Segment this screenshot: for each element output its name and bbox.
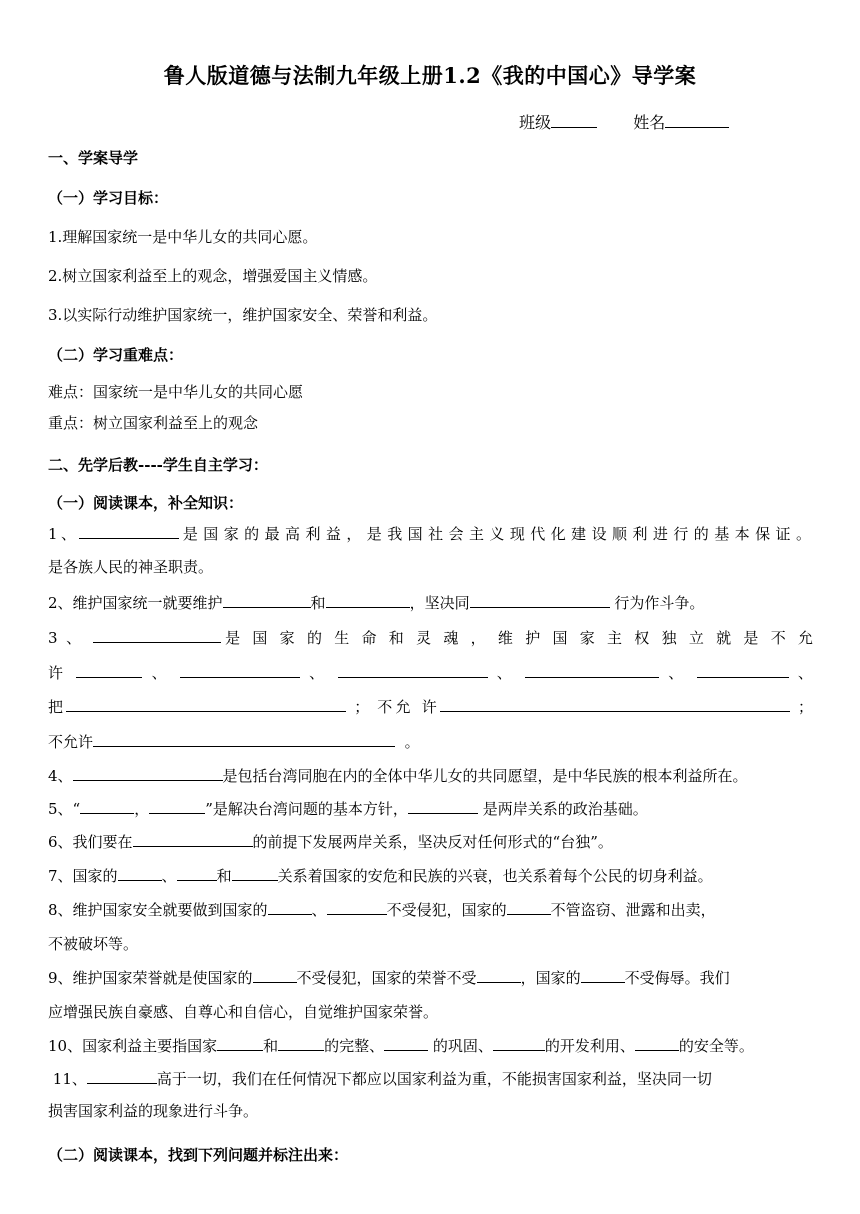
difficulty-text: 难点：国家统一是中华儿女的共同心愿	[48, 383, 304, 401]
fill-blank[interactable]	[408, 799, 478, 814]
section1-heading: 一、学案导学	[48, 149, 139, 167]
q3-sep: 、	[309, 664, 329, 682]
q7-text: 、	[161, 867, 177, 885]
q9-prefix: 9、维护国家荣誉就是使国家的	[48, 969, 253, 987]
q11-text: 高于一切，我们在任何情况下都应以国家利益为重，不能损害国家利益，坚决同一切	[156, 1070, 712, 1088]
q3-sep: 、	[668, 664, 688, 682]
q8-text: 不管盗窃、泄露和出卖，	[550, 901, 716, 919]
question-3-end	[48, 732, 813, 752]
sub2-heading: （二）阅读课本，找到下列问题并标注出来：	[48, 1146, 349, 1164]
fill-blank[interactable]	[93, 628, 221, 643]
key-heading: （二）学习重难点：	[48, 346, 184, 364]
q5-text: ，	[134, 800, 150, 818]
fill-blank[interactable]	[180, 663, 300, 678]
fill-blank[interactable]	[493, 1036, 545, 1051]
fill-blank[interactable]	[93, 732, 395, 747]
fill-blank[interactable]	[440, 697, 790, 712]
q3-prefix: 3 、	[48, 629, 85, 647]
q5-text: 是两岸关系的政治基础。	[482, 800, 648, 818]
q3-text: 是 国 家 的 生 命 和 灵 魂 ， 维 护 国 家 主 权 独 立 就 是 不 允	[221, 629, 813, 647]
fill-blank[interactable]	[278, 1036, 324, 1051]
fill-blank[interactable]	[87, 1069, 157, 1084]
question-7	[48, 866, 813, 886]
fill-blank[interactable]	[133, 832, 253, 847]
section2-heading: 二、先学后教----学生自主学习：	[48, 456, 268, 474]
question-6	[48, 832, 813, 852]
fill-blank[interactable]	[66, 697, 346, 712]
q3-sep: 、	[496, 664, 517, 682]
fill-blank[interactable]	[384, 1036, 428, 1051]
sub1-heading: （一）阅读课本，补全知识：	[48, 494, 244, 512]
fill-blank[interactable]	[338, 663, 488, 678]
name-label: 姓名	[633, 113, 666, 132]
q1-prefix: 1、	[48, 525, 80, 543]
q3-text: ；	[797, 698, 813, 716]
q7-text: 和	[216, 867, 232, 885]
q11-prefix: 11、	[52, 1070, 87, 1088]
question-11	[48, 1069, 813, 1089]
q3-text: ； 不允 许	[354, 698, 440, 716]
q3-text: 许	[48, 664, 68, 682]
q10-text: 的完整、	[324, 1037, 385, 1055]
fill-blank[interactable]	[149, 799, 205, 814]
question-8-cont: 不被破坏等。	[48, 935, 139, 953]
question-5	[48, 799, 813, 819]
q2-text: 和	[310, 594, 326, 612]
q2-text: 行为作斗争。	[614, 594, 705, 612]
q10-text: 的安全等。	[678, 1037, 754, 1055]
question-10	[48, 1036, 813, 1056]
question-1-cont: 是各族人民的神圣职责。	[48, 558, 214, 576]
q9-text: 不受侵犯，国家的荣誉不受	[296, 969, 477, 987]
fill-blank[interactable]	[80, 799, 134, 814]
fill-blank[interactable]	[177, 866, 217, 881]
fill-blank[interactable]	[253, 968, 297, 983]
q3-sep: 、	[797, 664, 813, 682]
question-3	[48, 628, 813, 648]
q3-text: 把	[48, 698, 67, 716]
fill-blank[interactable]	[477, 968, 521, 983]
page-title: 鲁人版道德与法制九年级上册1.2《我的中国心》导学案	[163, 63, 697, 88]
q8-text: 不受侵犯，国家的	[386, 901, 507, 919]
class-name-fields	[519, 110, 729, 133]
question-1	[48, 524, 813, 544]
question-9-cont: 应增强民族自豪感、自尊心和自信心，自觉维护国家荣誉。	[48, 1003, 439, 1021]
fill-blank[interactable]	[232, 866, 278, 881]
q9-text: ，国家的	[520, 969, 581, 987]
question-9	[48, 968, 813, 988]
q3-sep: 、	[151, 664, 171, 682]
q2-prefix: 2、维护国家统一就要维护	[48, 594, 223, 612]
fill-blank[interactable]	[635, 1036, 679, 1051]
fill-blank[interactable]	[79, 524, 179, 539]
q10-text: 和	[263, 1037, 279, 1055]
fill-blank[interactable]	[73, 766, 223, 781]
goals-heading: （一）学习目标：	[48, 189, 169, 207]
class-blank[interactable]	[551, 113, 597, 128]
q8-text: 、	[311, 901, 327, 919]
fill-blank[interactable]	[697, 663, 789, 678]
q6-prefix: 6、我们要在	[48, 833, 133, 851]
goal-item: 2.树立国家利益至上的观念，增强爱国主义情感。	[48, 267, 378, 285]
q10-prefix: 10、国家利益主要指国家	[48, 1037, 218, 1055]
q4-text: 是包括台湾同胞在内的全体中华儿女的共同愿望，是中华民族的根本利益所在。	[222, 767, 748, 785]
q7-text: 关系着国家的安危和民族的兴衰，也关系着每个公民的切身利益。	[277, 867, 713, 885]
key-point-text: 重点：树立国家利益至上的观念	[48, 414, 259, 432]
class-label: 班级	[519, 113, 552, 132]
goal-item: 3.以实际行动维护国家统一，维护国家安全、荣誉和利益。	[48, 306, 438, 324]
fill-blank[interactable]	[525, 663, 659, 678]
fill-blank[interactable]	[327, 900, 387, 915]
fill-blank[interactable]	[268, 900, 312, 915]
q2-text: ，坚决同	[409, 594, 470, 612]
q5-prefix: 5、“	[48, 800, 81, 818]
fill-blank[interactable]	[223, 593, 311, 608]
goal-item: 1.理解国家统一是中华儿女的共同心愿。	[48, 228, 318, 246]
q7-prefix: 7、国家的	[48, 867, 118, 885]
question-3-cont	[48, 697, 813, 717]
q3-text: 不允许	[48, 733, 94, 751]
fill-blank[interactable]	[470, 593, 610, 608]
q5-text: ”是解决台湾问题的基本方针，	[205, 800, 408, 818]
question-11-cont: 损害国家利益的现象进行斗争。	[48, 1102, 259, 1120]
fill-blank[interactable]	[581, 968, 625, 983]
question-3-list	[48, 663, 813, 683]
q3-text: 。	[404, 733, 420, 751]
question-2	[48, 593, 813, 613]
fill-blank[interactable]	[217, 1036, 263, 1051]
name-blank[interactable]	[665, 113, 729, 128]
q10-text: 的巩固、	[428, 1037, 493, 1055]
q6-text: 的前提下发展两岸关系，坚决反对任何形式的“台独”。	[252, 833, 613, 851]
fill-blank[interactable]	[507, 900, 551, 915]
question-8	[48, 900, 813, 920]
fill-blank[interactable]	[118, 866, 162, 881]
q8-prefix: 8、维护国家安全就要做到国家的	[48, 901, 268, 919]
q10-text: 的开发利用、	[544, 1037, 635, 1055]
q9-text: 不受侮辱。我们	[624, 969, 730, 987]
q4-prefix: 4、	[48, 767, 73, 785]
fill-blank[interactable]	[76, 663, 142, 678]
fill-blank[interactable]	[326, 593, 410, 608]
question-4	[48, 766, 813, 786]
q1-text: 是国家的最高利益，是我国社会主义现代化建设顺利进行的基本保证。	[179, 525, 813, 543]
